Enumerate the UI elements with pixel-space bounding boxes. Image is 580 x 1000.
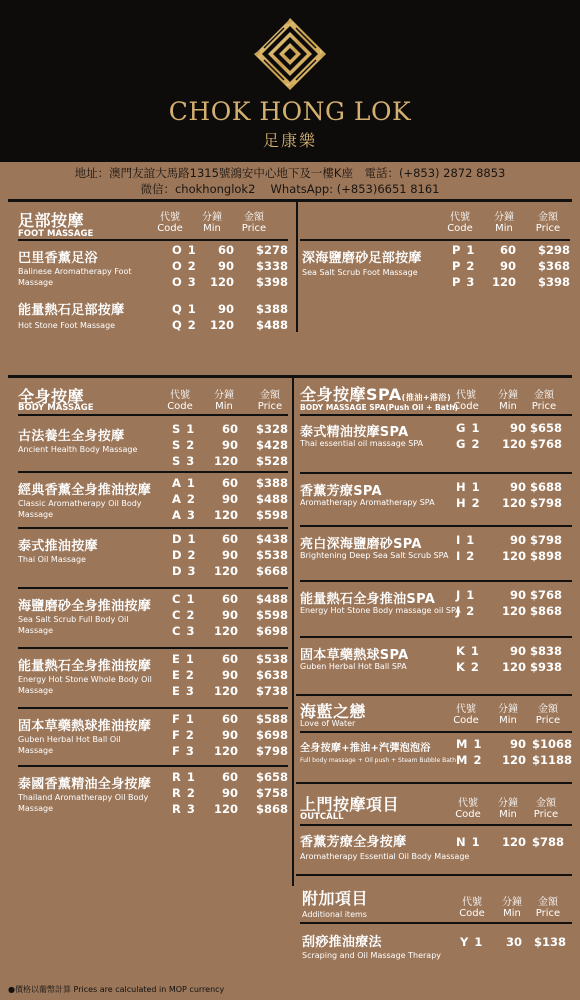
- service-price: $428: [256, 438, 289, 452]
- service-minutes: 60: [221, 592, 238, 606]
- service-code: H 1: [456, 480, 481, 494]
- service-minutes: 90: [221, 728, 238, 742]
- service-code: K 2: [456, 660, 480, 674]
- service-name-english: Energy Hot Stone Whole Body Oil Massage: [18, 675, 152, 695]
- divider: [18, 527, 288, 529]
- service-code: C 3: [172, 624, 196, 638]
- min-header-cn: 分鐘: [498, 390, 518, 401]
- service-minutes: 60: [217, 243, 234, 257]
- divider: [296, 200, 298, 332]
- service-name-english: Sea Salt Scrub Foot Massage: [302, 268, 418, 277]
- divider: [8, 199, 572, 202]
- service-code: O 2: [172, 259, 197, 273]
- service-code: R 3: [172, 802, 196, 816]
- price-header-en: Price: [535, 908, 561, 919]
- code-header-en: Code: [167, 401, 193, 412]
- service-minutes: 60: [221, 652, 238, 666]
- price-header-en: Price: [257, 401, 283, 412]
- service-price: $758: [256, 786, 289, 800]
- service-name: 香薰芳療全身按摩: [300, 835, 407, 850]
- service-code: A 3: [172, 508, 196, 522]
- service-price: $538: [256, 652, 289, 666]
- service-price: $938: [530, 660, 563, 674]
- service-code: E 3: [172, 684, 195, 698]
- service-minutes: 60: [221, 770, 238, 784]
- service-price: $698: [256, 624, 289, 638]
- service-minutes: 90: [499, 259, 516, 273]
- service-minutes: 120: [213, 454, 238, 468]
- service-code: D 1: [172, 532, 197, 546]
- service-name: 泰式精油按摩SPA: [300, 425, 409, 440]
- price-header-cn: 金額: [538, 212, 558, 223]
- service-name: 能量熱石全身推油SPA: [300, 592, 436, 607]
- service-code: Q 2: [172, 318, 197, 332]
- service-name-english: Aromatherapy Aromatherapy SPA: [300, 498, 435, 507]
- service-name: 固本草藥熱球推油按摩: [18, 719, 152, 734]
- min-header-cn: 分鐘: [214, 390, 234, 401]
- service-price: $898: [530, 549, 563, 563]
- service-code: N 1: [456, 835, 481, 849]
- service-name-english: Sea Salt Scrub Full Body Oil Massage: [18, 615, 129, 635]
- code-header-cn: 代號: [170, 390, 190, 401]
- code-header-cn: 代號: [456, 390, 476, 401]
- service-minutes: 90: [509, 737, 526, 751]
- service-name-english: Thailand Aromatherapy Oil Body Massage: [18, 793, 149, 813]
- service-name: 巴里香薰足浴: [18, 251, 98, 266]
- service-code: I 2: [456, 549, 476, 563]
- header-banner: [0, 0, 580, 162]
- service-minutes: 60: [221, 532, 238, 546]
- service-price: $388: [256, 476, 289, 490]
- service-price: $488: [256, 492, 289, 506]
- service-code: G 2: [456, 437, 481, 451]
- service-code: E 2: [172, 668, 195, 682]
- service-minutes: 120: [213, 624, 238, 638]
- service-minutes: 60: [221, 476, 238, 490]
- price-header-cn: 金額: [260, 390, 280, 401]
- currency-footnote: ●價格以葡幣計算 Prices are calculated in MOP currency: [8, 985, 225, 994]
- service-minutes: 120: [213, 564, 238, 578]
- service-price: $798: [530, 533, 563, 547]
- body-massage-subtitle: BODY MASSAGE: [18, 403, 94, 413]
- service-name: 亮白深海鹽磨砂SPA: [300, 537, 422, 552]
- service-code: F 3: [172, 744, 195, 758]
- service-code: A 1: [172, 476, 196, 490]
- min-header-cn: 分鐘: [498, 704, 518, 715]
- service-minutes: 90: [509, 480, 526, 494]
- min-header-en: Min: [503, 908, 521, 919]
- spa-title: [300, 382, 451, 405]
- service-minutes: 120: [501, 753, 526, 767]
- price-header-cn: 金額: [538, 704, 558, 715]
- service-price: $658: [530, 421, 563, 435]
- service-minutes: 90: [221, 786, 238, 800]
- divider: [300, 922, 572, 924]
- service-name: 泰式推油按摩: [18, 539, 98, 554]
- service-price: $868: [530, 604, 563, 618]
- additional-items-title: 附加項目: [302, 889, 369, 908]
- service-code: R 1: [172, 770, 196, 784]
- service-minutes: 120: [501, 549, 526, 563]
- service-code: G 1: [456, 421, 481, 435]
- code-header-en: Code: [453, 401, 479, 412]
- min-header-en: Min: [203, 223, 221, 234]
- service-name: 深海鹽磨砂足部按摩: [302, 251, 422, 266]
- service-minutes: 90: [221, 548, 238, 562]
- service-name-english: Hot Stone Foot Massage: [18, 321, 116, 330]
- service-price: $488: [256, 592, 289, 606]
- divider: [300, 414, 572, 416]
- service-minutes: 90: [221, 492, 238, 506]
- price-header-en: Price: [533, 809, 559, 820]
- service-name: 固本草藥熱球SPA: [300, 648, 409, 663]
- min-header-en: Min: [499, 401, 517, 412]
- brand-name: CHOK HONG LOK: [168, 97, 412, 126]
- service-price: $338: [256, 259, 289, 273]
- service-name-english: Balinese Aromatherapy Foot Massage: [18, 267, 132, 287]
- service-price: $1188: [532, 753, 573, 767]
- code-header-cn: 代號: [450, 212, 470, 223]
- service-code: S 3: [172, 454, 196, 468]
- divider: [300, 731, 572, 733]
- service-name-english: Ancient Health Body Massage: [18, 445, 138, 454]
- price-header-cn: 金額: [536, 798, 556, 809]
- service-minutes: 60: [499, 243, 516, 257]
- service-price: $598: [256, 508, 289, 522]
- service-price: $528: [256, 454, 289, 468]
- divider: [300, 239, 570, 241]
- service-price: $1068: [532, 737, 573, 751]
- service-price: $388: [256, 302, 289, 316]
- service-minutes: 120: [213, 744, 238, 758]
- service-price: $868: [256, 802, 289, 816]
- service-price: $398: [538, 275, 571, 289]
- service-minutes: 90: [217, 259, 234, 273]
- service-minutes: 120: [213, 684, 238, 698]
- service-minutes: 120: [209, 275, 234, 289]
- service-code: S 2: [172, 438, 196, 452]
- min-header-en: Min: [495, 223, 513, 234]
- contact-info: [0, 165, 580, 197]
- wechat-whatsapp-line: 微信：chokhonglok2 WhatsApp: (+853)6651 8161: [140, 182, 440, 196]
- divider: [18, 647, 288, 649]
- service-price: $598: [256, 608, 289, 622]
- code-header-cn: 代號: [462, 897, 482, 908]
- service-minutes: 90: [509, 421, 526, 435]
- service-code: D 2: [172, 548, 197, 562]
- service-code: K 1: [456, 644, 480, 658]
- service-name: 香薰芳療SPA: [300, 484, 382, 499]
- service-price: $798: [530, 496, 563, 510]
- service-code: C 1: [172, 592, 196, 606]
- service-code: O 3: [172, 275, 197, 289]
- service-code: M 2: [456, 753, 483, 767]
- service-minutes: 90: [509, 644, 526, 658]
- service-price: $658: [256, 770, 289, 784]
- price-header-cn: 金額: [534, 390, 554, 401]
- service-code: J 2: [456, 604, 476, 618]
- service-code: A 2: [172, 492, 196, 506]
- price-header-en: Price: [241, 223, 267, 234]
- price-header-cn: 金額: [244, 212, 264, 223]
- service-price: $738: [256, 684, 289, 698]
- service-code: P 1: [452, 243, 476, 257]
- service-name-english: Thai essential oil massage SPA: [300, 439, 424, 448]
- service-minutes: 120: [501, 604, 526, 618]
- divider: [18, 707, 288, 709]
- divider: [292, 376, 294, 886]
- service-price: $278: [256, 243, 289, 257]
- code-header-en: Code: [459, 908, 485, 919]
- divider: [18, 587, 288, 589]
- service-code: P 3: [452, 275, 476, 289]
- min-header-en: Min: [215, 401, 233, 412]
- divider: [300, 472, 572, 474]
- service-price: $368: [538, 259, 571, 273]
- code-header-en: Code: [453, 715, 479, 726]
- service-code: M 1: [456, 737, 483, 751]
- service-minutes: 120: [209, 318, 234, 332]
- service-minutes: 120: [213, 508, 238, 522]
- divider: [300, 580, 572, 582]
- service-price: $328: [256, 422, 289, 436]
- service-name-english: Classic Aromatherapy Oil Body Massage: [18, 499, 142, 519]
- service-minutes: 90: [221, 438, 238, 452]
- service-price: $838: [530, 644, 563, 658]
- service-code: Y 1: [460, 935, 484, 949]
- service-code: P 2: [452, 259, 476, 273]
- outcall-title: 上門按摩項目: [300, 795, 400, 814]
- brand-logo-icon: [252, 16, 328, 92]
- service-minutes: 120: [491, 275, 516, 289]
- love-of-water-title: 海藍之戀: [300, 702, 367, 721]
- min-header-en: Min: [499, 809, 517, 820]
- love-of-water-subtitle: Love of Water: [300, 719, 356, 728]
- divider: [300, 525, 572, 527]
- service-minutes: 90: [509, 588, 526, 602]
- service-code: R 2: [172, 786, 196, 800]
- divider: [18, 239, 288, 241]
- price-header-en: Price: [531, 401, 557, 412]
- service-minutes: 90: [509, 533, 526, 547]
- outcall-subtitle: OUTCALL: [300, 812, 344, 822]
- service-code: E 1: [172, 652, 195, 666]
- spa-title-main: 全身按摩SPA: [300, 385, 402, 404]
- service-code: O 1: [172, 243, 197, 257]
- min-header-cn: 分鐘: [494, 212, 514, 223]
- service-minutes: 30: [505, 935, 522, 949]
- divider: [300, 824, 572, 826]
- price-header-en: Price: [535, 223, 561, 234]
- service-name-english: Aromatherapy Essential Oil Body Massage: [300, 852, 470, 861]
- divider: [296, 694, 572, 696]
- service-name: 泰國香薰精油全身按摩: [18, 777, 152, 792]
- service-name: 能量熱石全身推油按摩: [18, 659, 152, 674]
- service-minutes: 90: [221, 668, 238, 682]
- service-price: $768: [530, 437, 563, 451]
- price-header-en: Price: [535, 715, 561, 726]
- service-name-english: Thai Oil Massage: [18, 555, 86, 564]
- service-price: $488: [256, 318, 289, 332]
- service-code: S 1: [172, 422, 196, 436]
- service-minutes: 60: [221, 712, 238, 726]
- service-name: 刮痧推油療法: [302, 935, 382, 950]
- service-name: 能量熱石足部按摩: [18, 303, 125, 318]
- service-minutes: 60: [221, 422, 238, 436]
- service-price: $438: [256, 532, 289, 546]
- service-price: $688: [530, 480, 563, 494]
- service-code: F 2: [172, 728, 195, 742]
- service-name-english: Guben Herbal Hot Ball SPA: [300, 662, 407, 671]
- service-price: $138: [534, 935, 567, 949]
- service-name: 海鹽磨砂全身推油按摩: [18, 599, 152, 614]
- service-name-english: Full body massage + Oil push + Steam Bubble Bath: [300, 757, 457, 764]
- service-code: Q 1: [172, 302, 197, 316]
- service-name-english: Scraping and Oil Massage Therapy: [302, 951, 442, 960]
- code-header-en: Code: [157, 223, 183, 234]
- service-minutes: 90: [217, 302, 234, 316]
- address-phone-line: 地址：澳門友誼大馬路1315號鴻安中心地下及一樓K座 電話：(+853) 2872 8853: [74, 166, 506, 180]
- brand-name-chinese: 足康樂: [262, 131, 317, 150]
- service-price: $638: [256, 668, 289, 682]
- min-header-en: Min: [499, 715, 517, 726]
- service-minutes: 120: [501, 496, 526, 510]
- code-header-en: Code: [455, 809, 481, 820]
- service-price: $588: [256, 712, 289, 726]
- divider: [8, 375, 572, 378]
- code-header-en: Code: [447, 223, 473, 234]
- service-code: C 2: [172, 608, 196, 622]
- min-header-cn: 分鐘: [498, 798, 518, 809]
- service-code: I 1: [456, 533, 476, 547]
- divider: [18, 471, 288, 473]
- service-price: $298: [538, 243, 571, 257]
- service-price: $538: [256, 548, 289, 562]
- service-price: $798: [256, 744, 289, 758]
- service-code: F 1: [172, 712, 195, 726]
- service-minutes: 90: [221, 608, 238, 622]
- code-header-cn: 代號: [456, 704, 476, 715]
- service-name-english: Energy Hot Stone Body massage oil SPA: [300, 606, 461, 615]
- body-massage-title: 全身按摩: [18, 387, 85, 406]
- service-name: 全身按摩+推油+汽彈泡泡浴: [300, 743, 431, 754]
- price-header-cn: 金額: [538, 897, 558, 908]
- service-price: $768: [530, 588, 563, 602]
- service-price: $398: [256, 275, 289, 289]
- foot-massage-subtitle: FOOT MASSAGE: [18, 229, 94, 239]
- service-name-english: Brightening Deep Sea Salt Scrub SPA: [300, 551, 449, 560]
- service-price: $668: [256, 564, 289, 578]
- divider: [296, 874, 572, 876]
- service-minutes: 120: [501, 660, 526, 674]
- spa-subtitle: BODY MASSAGE SPA(Push Oil + Bath): [300, 403, 459, 412]
- divider: [300, 636, 572, 638]
- divider: [18, 414, 288, 416]
- service-code: H 2: [456, 496, 481, 510]
- code-header-cn: 代號: [458, 798, 478, 809]
- service-code: J 1: [456, 588, 476, 602]
- service-price: $698: [256, 728, 289, 742]
- service-price: $788: [532, 835, 565, 849]
- service-minutes: 120: [501, 835, 526, 849]
- min-header-cn: 分鐘: [502, 897, 522, 908]
- service-name: 古法養生全身按摩: [18, 429, 125, 444]
- service-minutes: 120: [213, 802, 238, 816]
- code-header-cn: 代號: [160, 212, 180, 223]
- spa-title-note: (推油+港浴): [401, 393, 452, 402]
- divider: [296, 782, 572, 784]
- foot-massage-title: 足部按摩: [18, 211, 85, 230]
- service-code: D 3: [172, 564, 197, 578]
- service-minutes: 120: [501, 437, 526, 451]
- service-name: 經典香薰全身推油按摩: [18, 483, 152, 498]
- min-header-cn: 分鐘: [202, 212, 222, 223]
- service-name-english: Guben Herbal Hot Ball Oil Massage: [18, 735, 121, 755]
- divider: [18, 765, 288, 767]
- additional-items-subtitle: Additional items: [302, 910, 367, 919]
